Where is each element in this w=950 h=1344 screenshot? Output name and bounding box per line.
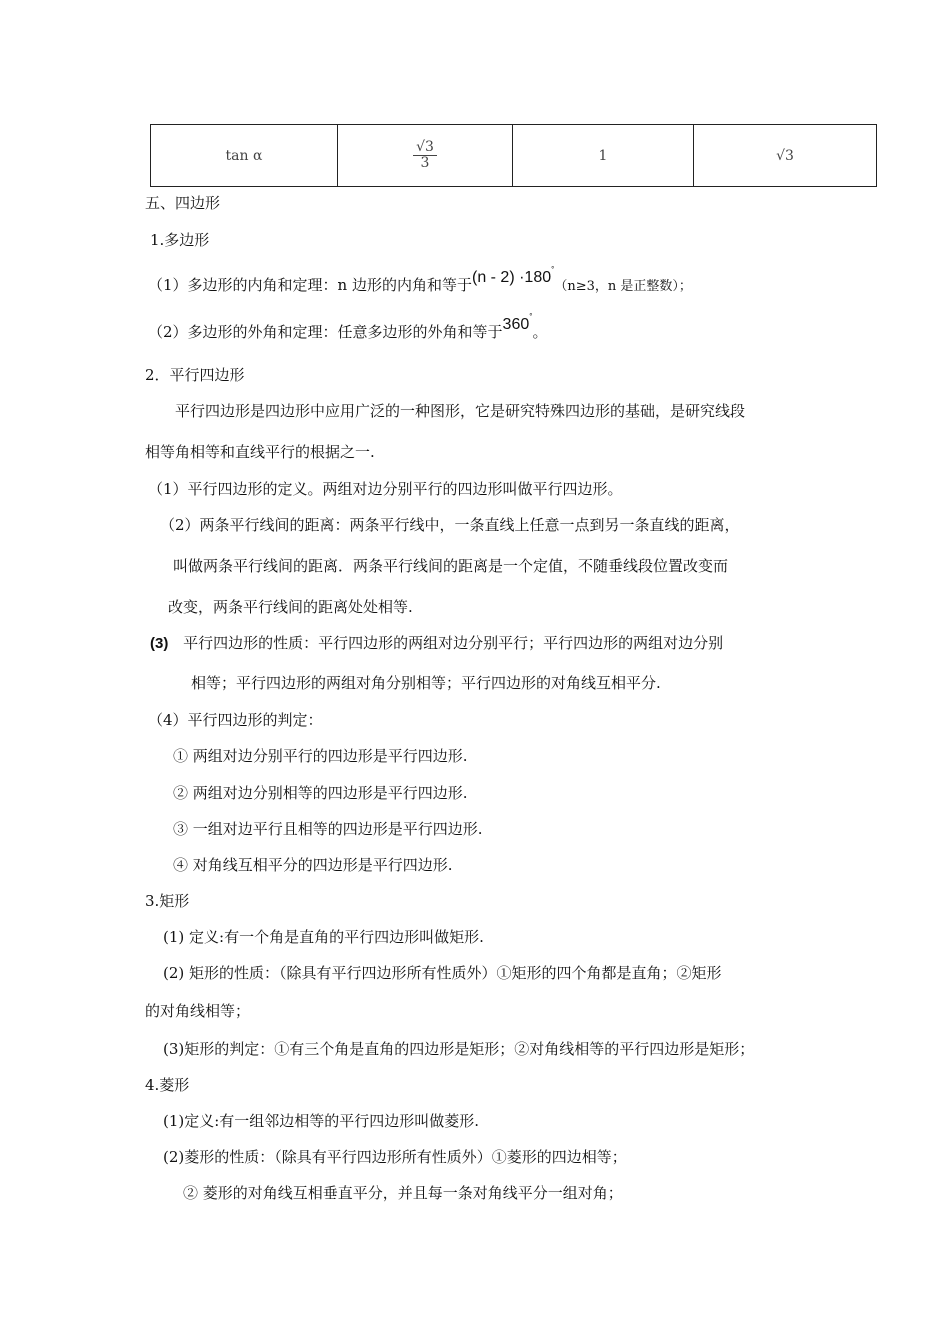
parallelogram-properties-line1	[150, 632, 723, 653]
fraction-denominator: 3	[420, 155, 430, 171]
parallelogram-properties-line2: 相等；平行四边形的两组对角分别相等；平行四边形的对角线互相平分.	[191, 674, 661, 692]
value-one: 1	[598, 147, 608, 164]
properties-label: (3)	[150, 635, 169, 652]
parallelogram-heading: 2．平行四边形	[145, 366, 245, 384]
value-sqrt3: √3	[776, 147, 794, 164]
rectangle-definition: (1) 定义:有一个角是直角的平行四边形叫做矩形.	[163, 928, 484, 946]
degree-sign: °	[551, 265, 555, 274]
trig-table	[150, 124, 877, 187]
tan-label: tan α	[225, 147, 263, 164]
interior-angle-formula	[471, 265, 555, 286]
rhombus-definition: (1)定义:有一组邻边相等的平行四边形叫做菱形.	[163, 1112, 480, 1130]
one-cell	[513, 125, 694, 187]
polygon-heading: 1.多边形	[150, 231, 210, 249]
period: 。	[532, 323, 548, 341]
fraction-cell	[338, 125, 513, 187]
judgement-item: ② 两组对边分别相等的四边形是平行四边形.	[173, 784, 468, 802]
rhombus-properties-line1: (2)菱形的性质：（除具有平行四边形所有性质外）①菱形的四边相等；	[163, 1148, 627, 1166]
properties-text: 平行四边形的性质：平行四边形的两组对边分别平行；平行四边形的两组对边分别	[183, 634, 724, 652]
degree-sign: °	[529, 312, 533, 321]
parallel-distance-line2: 叫做两条平行线间的距离．两条平行线间的距离是一个定值，不随垂线段位置改变而	[173, 557, 729, 575]
fraction-numerator: √3	[413, 140, 437, 156]
interior-angle-condition: （n≥3，n 是正整数）；	[554, 279, 692, 294]
parallelogram-intro-line2: 相等角相等和直线平行的根据之一.	[145, 443, 375, 461]
parallelogram-definition: （1）平行四边形的定义。两组对边分别平行的四边形叫做平行四边形。	[148, 480, 623, 498]
parallel-distance-line1: （2）两条平行线间的距离：两条平行线中，一条直线上任意一点到另一条直线的距离，	[160, 516, 740, 534]
formula-text: (n - 2) ·180	[471, 269, 552, 286]
rectangle-properties-line2: 的对角线相等；	[145, 1002, 251, 1020]
interior-angle-text: （1）多边形的内角和定理：n 边形的内角和等于	[148, 276, 472, 294]
section-title: 五、四边形	[145, 194, 221, 212]
parallel-distance-line3: 改变，两条平行线间的距离处处相等.	[168, 598, 413, 616]
rhombus-heading: 4.菱形	[145, 1076, 190, 1094]
exterior-angle-text: （2）多边形的外角和定理：任意多边形的外角和等于	[148, 323, 503, 341]
parallelogram-intro-line1: 平行四边形是四边形中应用广泛的一种图形，它是研究特殊四边形的基础，是研究线段	[175, 402, 746, 420]
judgement-item: ① 两组对边分别平行的四边形是平行四边形.	[173, 747, 468, 765]
table-row	[151, 125, 877, 187]
rhombus-properties-line2: ② 菱形的对角线互相垂直平分，并且每一条对角线平分一组对角；	[183, 1184, 623, 1202]
rectangle-judgement: (3)矩形的判定：①有三个角是直角的四边形是矩形；②对角线相等的平行四边形是矩形；	[163, 1040, 755, 1058]
sqrt3-over-3	[413, 140, 437, 172]
rectangle-heading: 3.矩形	[145, 892, 190, 910]
judgement-item: ④ 对角线互相平分的四边形是平行四边形.	[173, 856, 453, 874]
rectangle-properties-line1: (2) 矩形的性质：（除具有平行四边形所有性质外）①矩形的四个角都是直角；②矩形	[163, 964, 722, 982]
parallelogram-judgement-title: （4）平行四边形的判定：	[148, 711, 323, 729]
tan-label-cell	[151, 125, 338, 187]
interior-angle-theorem	[148, 265, 692, 295]
exterior-angle-formula	[502, 312, 533, 333]
sqrt3-cell	[694, 125, 877, 187]
formula-value: 360	[502, 316, 530, 333]
exterior-angle-theorem	[148, 312, 548, 342]
judgement-item: ③ 一组对边平行且相等的四边形是平行四边形.	[173, 820, 483, 838]
